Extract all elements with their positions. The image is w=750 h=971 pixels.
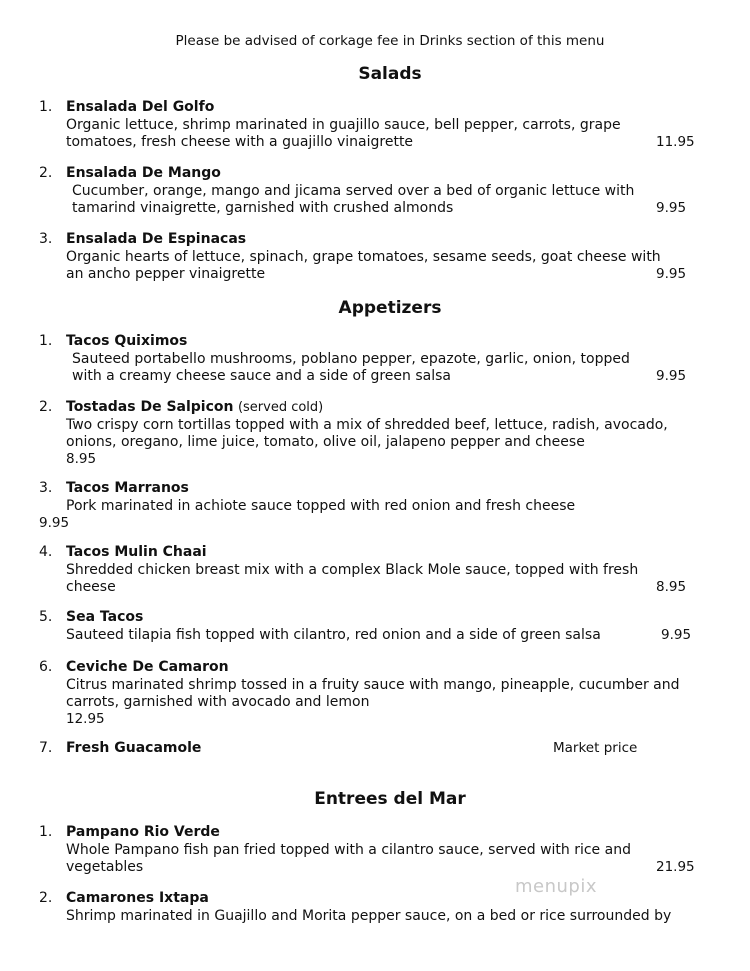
item-description-line: Cucumber, orange, mango and jicama served over a bed of organic lettuce with — [72, 183, 635, 199]
item-description-line: Citrus marinated shrimp tossed in a fruity sauce with mango, pineapple, cucumber and — [66, 677, 680, 693]
item-price: 8.95 — [656, 579, 687, 595]
item-number: 1. — [39, 333, 53, 349]
watermark-logo: menupix — [515, 876, 598, 897]
item-description-line: vegetables — [66, 859, 144, 875]
item-name: Ceviche De Camaron — [66, 659, 229, 675]
section-title-entrees: Entrees del Mar — [314, 789, 466, 809]
section-title-salads: Salads — [358, 64, 422, 84]
item-price: Market price — [553, 740, 638, 756]
item-number: 2. — [39, 165, 53, 181]
item-price: 9.95 — [661, 627, 692, 643]
item-description-line: tomatoes, fresh cheese with a guajillo vinaigrette — [66, 134, 414, 150]
item-description-line: Sauteed tilapia fish topped with cilantro, red onion and a side of green salsa — [66, 627, 601, 643]
item-name: Ensalada Del Golfo — [66, 99, 215, 115]
item-description-line: Organic lettuce, shrimp marinated in guajillo sauce, bell pepper, carrots, grape — [66, 117, 621, 133]
item-description-line: with a creamy cheese sauce and a side of green salsa — [72, 368, 451, 384]
item-number: 6. — [39, 659, 53, 675]
item-description-line: an ancho pepper vinaigrette — [66, 266, 266, 282]
item-price: 9.95 — [656, 266, 687, 282]
item-number: 1. — [39, 99, 53, 115]
item-price: 9.95 — [656, 200, 687, 216]
item-heading-line — [66, 399, 323, 416]
section-title-appetizers: Appetizers — [338, 298, 442, 318]
item-number: 1. — [39, 824, 53, 840]
item-name: Tacos Marranos — [66, 480, 189, 496]
item-number: 2. — [39, 890, 53, 906]
item-description-line: Pork marinated in achiote sauce topped with red onion and fresh cheese — [66, 498, 576, 514]
item-description-line: carrots, garnished with avocado and lemon — [66, 694, 370, 710]
item-number: 5. — [39, 609, 53, 625]
item-name: Fresh Guacamole — [66, 740, 202, 756]
item-name: Tostadas De Salpicon — [66, 399, 234, 415]
corkage-notice: Please be advised of corkage fee in Drinks section of this menu — [175, 33, 605, 49]
item-price: 9.95 — [39, 515, 70, 531]
item-note: (served cold) — [237, 400, 324, 415]
item-number: 2. — [39, 399, 53, 415]
item-number: 7. — [39, 740, 53, 756]
item-name: Sea Tacos — [66, 609, 144, 625]
item-description-line: Sauteed portabello mushrooms, poblano pepper, epazote, garlic, onion, topped — [72, 351, 630, 367]
item-description-line: Whole Pampano fish pan fried topped with a cilantro sauce, served with rice and — [66, 842, 631, 858]
item-price: 9.95 — [656, 368, 687, 384]
item-description-line: cheese — [66, 579, 116, 595]
item-price: 11.95 — [656, 134, 695, 150]
item-description-line: Organic hearts of lettuce, spinach, grape tomatoes, sesame seeds, goat cheese with — [66, 249, 661, 265]
item-description-line: onions, oregano, lime juice, tomato, olive oil, jalapeno pepper and cheese — [66, 434, 585, 450]
item-price: 12.95 — [66, 711, 105, 727]
item-description-line: Two crispy corn tortillas topped with a mix of shredded beef, lettuce, radish, avocado, — [66, 417, 668, 433]
item-name: Pampano Rio Verde — [66, 824, 220, 840]
item-number: 3. — [39, 231, 53, 247]
item-number: 4. — [39, 544, 53, 560]
item-price: 8.95 — [66, 451, 97, 467]
item-name: Ensalada De Espinacas — [66, 231, 247, 247]
item-price: 21.95 — [656, 859, 695, 875]
item-number: 3. — [39, 480, 53, 496]
item-description-line: tamarind vinaigrette, garnished with crushed almonds — [72, 200, 454, 216]
item-description-line: Shrimp marinated in Guajillo and Morita pepper sauce, on a bed or rice surrounded by — [66, 908, 672, 924]
item-name: Camarones Ixtapa — [66, 890, 209, 906]
item-name: Tacos Mulin Chaai — [66, 544, 207, 560]
item-name: Tacos Quiximos — [66, 333, 188, 349]
item-description-line: Shredded chicken breast mix with a complex Black Mole sauce, topped with fresh — [66, 562, 639, 578]
item-name: Ensalada De Mango — [66, 165, 221, 181]
